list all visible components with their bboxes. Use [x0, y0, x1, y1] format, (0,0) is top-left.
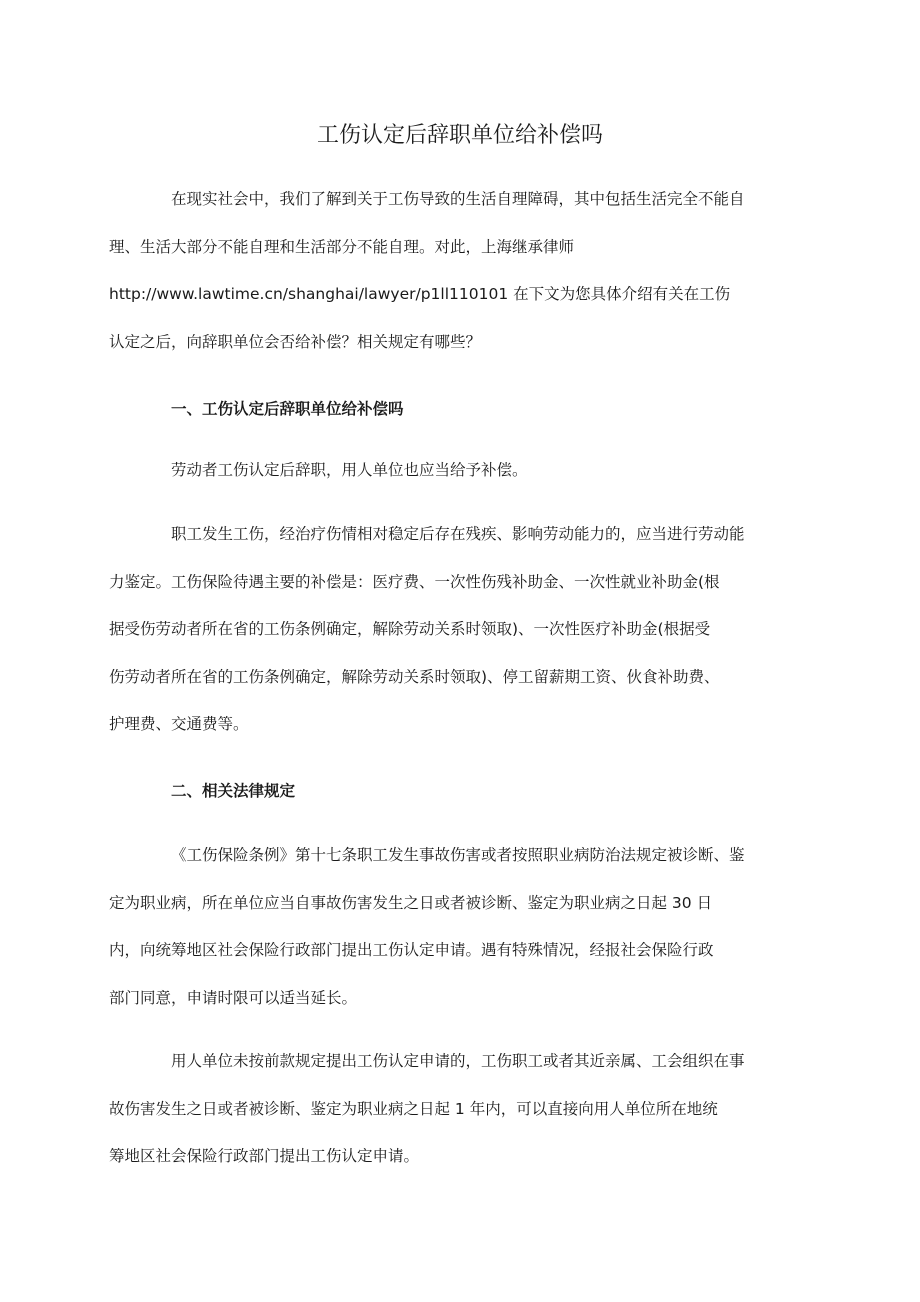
section1-paragraph-2	[109, 511, 780, 749]
section2-paragraph-2	[109, 1038, 780, 1181]
intro-link-line: http://www.lawtime.cn/shanghai/lawyer/p1ll110101 在下文为您具体介绍有关在工伤	[109, 285, 731, 303]
paragraph-line: 内，向统筹地区社会保险行政部门提出工伤认定申请。遇有特殊情况，经报社会保险行政	[109, 941, 714, 959]
paragraph-line: 定为职业病，所在单位应当自事故伤害发生之日或者被诊断、鉴定为职业病之日起 30 日	[109, 893, 713, 912]
document-title: 工伤认定后辞职单位给补偿吗	[316, 123, 603, 148]
paragraph-line: 职工发生工伤，经治疗伤情相对稳定后存在残疾、影响劳动能力的，应当进行劳动能	[171, 525, 745, 543]
paragraph-line: 据受伤劳动者所在省的工伤条例确定，解除劳动关系时领取)、一次性医疗补助金(根据受	[109, 620, 711, 638]
paragraph-line: 伤劳动者所在省的工伤条例确定，解除劳动关系时领取)、停工留薪期工资、伙食补助费、	[109, 667, 720, 686]
intro-line: 理、生活大部分不能自理和生活部分不能自理。对此，上海继承律师	[109, 237, 575, 256]
paragraph-line: 部门同意，申请时限可以适当延长。	[109, 988, 358, 1007]
section2-paragraph-1	[109, 832, 780, 1022]
intro-paragraph	[109, 176, 780, 366]
section1-paragraph-1	[140, 447, 780, 495]
intro-line: 认定之后，向辞职单位会否给补偿？相关规定有哪些？	[109, 332, 482, 351]
paragraph-line: 筹地区社会保险行政部门提出工伤认定申请。	[109, 1147, 420, 1165]
intro-line: 在现实社会中，我们了解到关于工伤导致的生活自理障碍，其中包括生活完全不能自	[171, 190, 745, 208]
section-heading-1: 一、工伤认定后辞职单位给补偿吗	[171, 400, 404, 418]
paragraph-line: 劳动者工伤认定后辞职，用人单位也应当给予补偿。	[171, 461, 528, 479]
paragraph-line: 《工伤保险条例》第十七条职工发生事故伤害或者按照职业病防治法规定被诊断、鉴	[171, 846, 745, 864]
paragraph-line: 用人单位未按前款规定提出工伤认定申请的，工伤职工或者其近亲属、工会组织在事	[171, 1052, 745, 1070]
paragraph-line: 护理费、交通费等。	[109, 715, 249, 733]
paragraph-line: 故伤害发生之日或者被诊断、鉴定为职业病之日起 1 年内，可以直接向用人单位所在地统	[109, 1099, 718, 1118]
paragraph-line: 力鉴定。工伤保险待遇主要的补偿是：医疗费、一次性伤残补助金、一次性就业补助金(根	[109, 572, 720, 591]
section-heading-2: 二、相关法律规定	[171, 782, 296, 800]
